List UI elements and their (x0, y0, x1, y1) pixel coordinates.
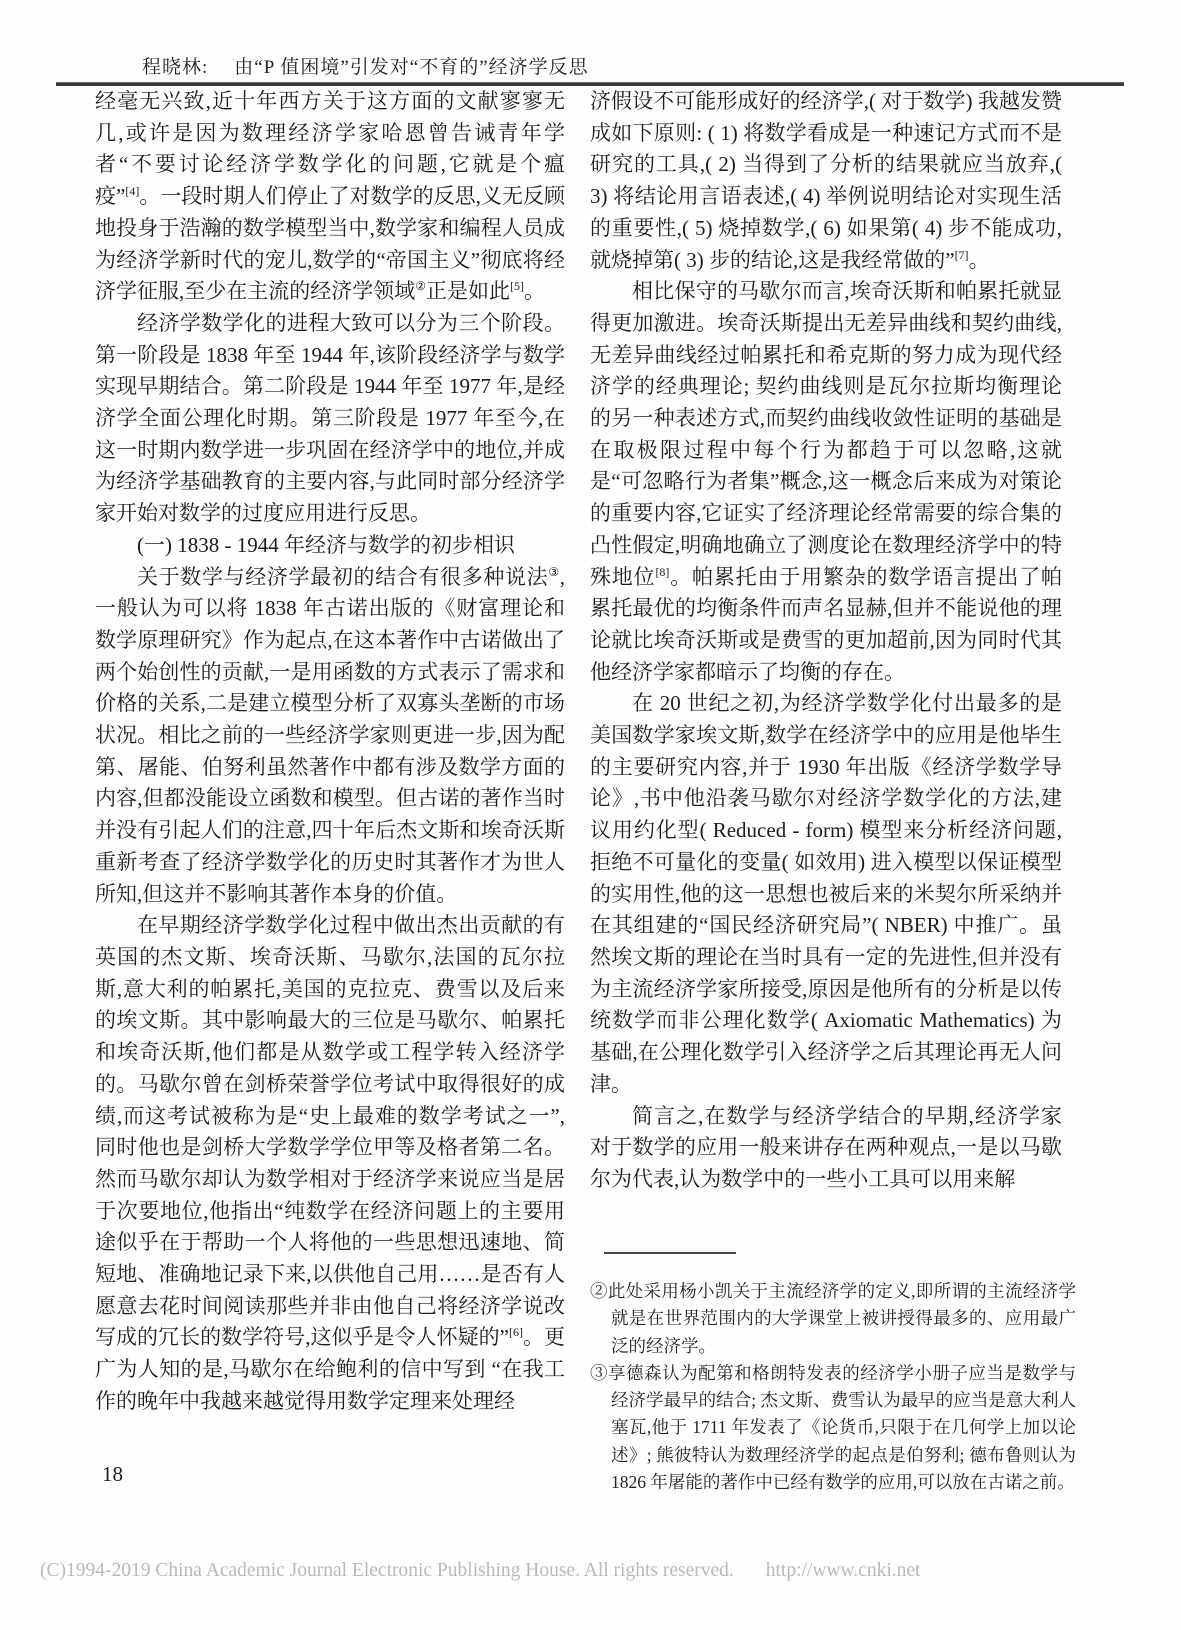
footnote-section (590, 1252, 1076, 1496)
paragraph: 经济学数学化的进程大致可以分为三个阶段。第一阶段是 1838 年至 1944 年,该阶段经济学与数学实现早期结合。第二阶段是 1944 年至 1977 年,是经济学全面公理化时期。第三阶段是 1977 年至今,在这一时期内数学进一步巩固在经济学中的地位,并成为经济学基础教育的主要内容,与此同时部分经济学家开始对数学的过度应用进行反思。 (95, 310, 565, 526)
left-column (95, 86, 565, 1481)
header-author: 程晓林: (142, 57, 209, 78)
paragraph: 在 20 世纪之初,为经济学数学化付出最多的是美国数学家埃文斯,数学在经济学中的应用是他毕生的主要研究内容,并于 1930 年出版《经济学数学导论》,书中他沿袭马歇尔对经济学数学化的方法,建议用约化型( Reduced - form) 模型来分析经济问题,拒绝不可量化的变量( 如效用) 进入模型以保证模型的实用性,他的这一思想也被后来的米契尔所采纳并在其组建的“国民经济研究局”( NBER) 中推广。虽然埃文斯的理论在当时具有一定的先进性,但并没有为主流经济学家所接受,原因是他所有的分析是以传统数学而非公理化数学( Axiomatic Mathematics) 为基础,在公理化数学引入经济学之后其理论再无人问津。 (590, 691, 1062, 1096)
footnote-separator-rule (604, 1252, 736, 1254)
paragraph: 相比保守的马歇尔而言,埃奇沃斯和帕累托就显得更加激进。埃奇沃斯提出无差异曲线和契约曲线,无差异曲线经过帕累托和希克斯的努力成为现代经济学的经典理论; 契约曲线则是瓦尔拉斯均衡理论的另一种表述方式,而契约曲线收敛性证明的基础是在取极限过程中每个行为都趋于可以忽略,这就是“可忽略行为者集”概念,这一概念后来成为对策论的重要内容,它证实了经济理论经常需要的综合集的凸性假定,明确地确立了测度论在数理经济学中的特殊地位[8]。帕累托由于用繁杂的数学语言提出了帕累托最优的均衡条件而声名显赫,但并不能说他的理论就比埃奇沃斯或是费雪的更加超前,因为同时代其他经济学家都暗示了均衡的存在。 (590, 279, 1063, 684)
footnote-ref: [4] (125, 184, 140, 199)
footnote-ref: [8] (655, 564, 670, 579)
footnote-item: ②此处采用杨小凯关于主流经济学的定义,即所谓的主流经济学就是在世界范围内的大学课堂上被讲授得最多的、应用最广泛的经济学。 (590, 1281, 1076, 1356)
footnote-ref: [7] (954, 247, 969, 262)
footnote-item: ③享德森认为配第和格朗特发表的经济学小册子应当是数学与经济学最早的结合; 杰文斯、费雪认为最早的应当是意大利人塞瓦,他于 1711 年发表了《论货币,只限于在几何学上加以论述》; 熊彼特认为数理经济学的起点是伯努利; 德布鲁则认为 1826 年屠能的著作中已经有数学的应用,可以放在古诺之前。 (590, 1362, 1076, 1493)
footnote-list (590, 1278, 1076, 1496)
paragraph: 简言之,在数学与经济学结合的早期,经济学家对于数学的应用一般来讲存在两种观点,一是以马歇尔为代表,认为数学中的一些小工具可以用来解 (590, 1103, 1062, 1191)
page-number: 18 (102, 1462, 123, 1486)
paragraph: 济假设不可能形成好的经济学,( 对于数学) 我越发赞成如下原则: ( 1) 将数学看成是一种速记方式而不是研究的工具,( 2) 当得到了分析的结果就应当放弃,( 3) 将结论用言语表述,( 4) 举例说明结论对实现生活的重要性,( 5) 烧掉数学,( 6) 如果第( 4) 步不能成功,就烧掉第( 3) 步的结论,这是我经常做的”[7]。 (590, 89, 1062, 272)
copyright-url: http://www.cnki.net (765, 1560, 921, 1581)
footnote-ref: [6] (508, 1325, 523, 1340)
copyright-footer (40, 1560, 920, 1582)
paragraph: 关于数学与经济学最初的结合有很多种说法③,一般认为可以将 1838 年古诺出版的《财富理论和数学原理研究》作为起点,在这本著作中古诺做出了两个始创性的贡献,一是用函数的方式表示了需求和价格的关系,二是建立模型分析了双寡头垄断的市场状况。相比之前的一些经济学家则更进一步,因为配第、屠能、伯努利虽然著作中都有涉及数学方面的内容,但都没能设立函数和模型。但古诺的著作当时并没有引起人们的注意,四十年后杰文斯和埃奇沃斯重新考查了经济学数学化的历史时其著作才为世人所知,但这并不影响其著作本身的价值。 (95, 564, 566, 906)
footnote-ref: ② (415, 279, 427, 294)
footnote-ref: ③ (548, 564, 560, 579)
copyright-text: (C)1994-2019 China Academic Journal Electronic Publishing House. All rights reserved. (40, 1560, 734, 1581)
paragraph: (一) 1838 - 1944 年经济与数学的初步相识 (137, 532, 515, 557)
right-column (590, 86, 1062, 1246)
header-title: 由“P 值困境”引发对“不育的”经济学反思 (234, 57, 589, 78)
footnote-ref: [5] (510, 279, 525, 294)
paragraph: 经毫无兴致,近十年西方关于这方面的文献寥寥无几,或许是因为数理经济学家哈恩曾告诫青年学者“不要讨论经济学数学化的问题,它就是个瘟疫”[4]。一段时期人们停止了对数学的反思,义无反顾地投身于浩瀚的数学模型当中,数学家和编程人员成为经济学新时代的宠儿,数学的“帝国主义”彻底将经济学征服,至少在主流的经济学领域②正是如此[5]。 (95, 89, 565, 304)
paragraph: 在早期经济学数学化过程中做出杰出贡献的有英国的杰文斯、埃奇沃斯、马歇尔,法国的瓦尔拉斯,意大利的帕累托,美国的克拉克、费雪以及后来的埃文斯。其中影响最大的三位是马歇尔、帕累托和埃奇沃斯,他们都是从数学或工程学转入经济学的。马歇尔曾在剑桥荣誉学位考试中取得很好的成绩,而这考试被称为是“史上最难的数学考试之一”, 同时他也是剑桥大学数学学位甲等及格者第二名。然而马歇尔却认为数学相对于经济学来说应当是居于次要地位,他指出“纯数学在经济问题上的主要用途似乎在于帮助一个人将他的一些思想迅速地、简短地、准确地记录下来,以供他自己用……是否有人愿意去花时间阅读那些并非由他自己将经济学说改写成的冗长的数学符号,这似乎是令人怀疑的”[6]。更广为人知的是,马歇尔在给鲍利的信中写到 “在我工作的晚年中我越来越觉得用数学定理来处理经 (95, 913, 565, 1413)
page-header (142, 52, 589, 79)
